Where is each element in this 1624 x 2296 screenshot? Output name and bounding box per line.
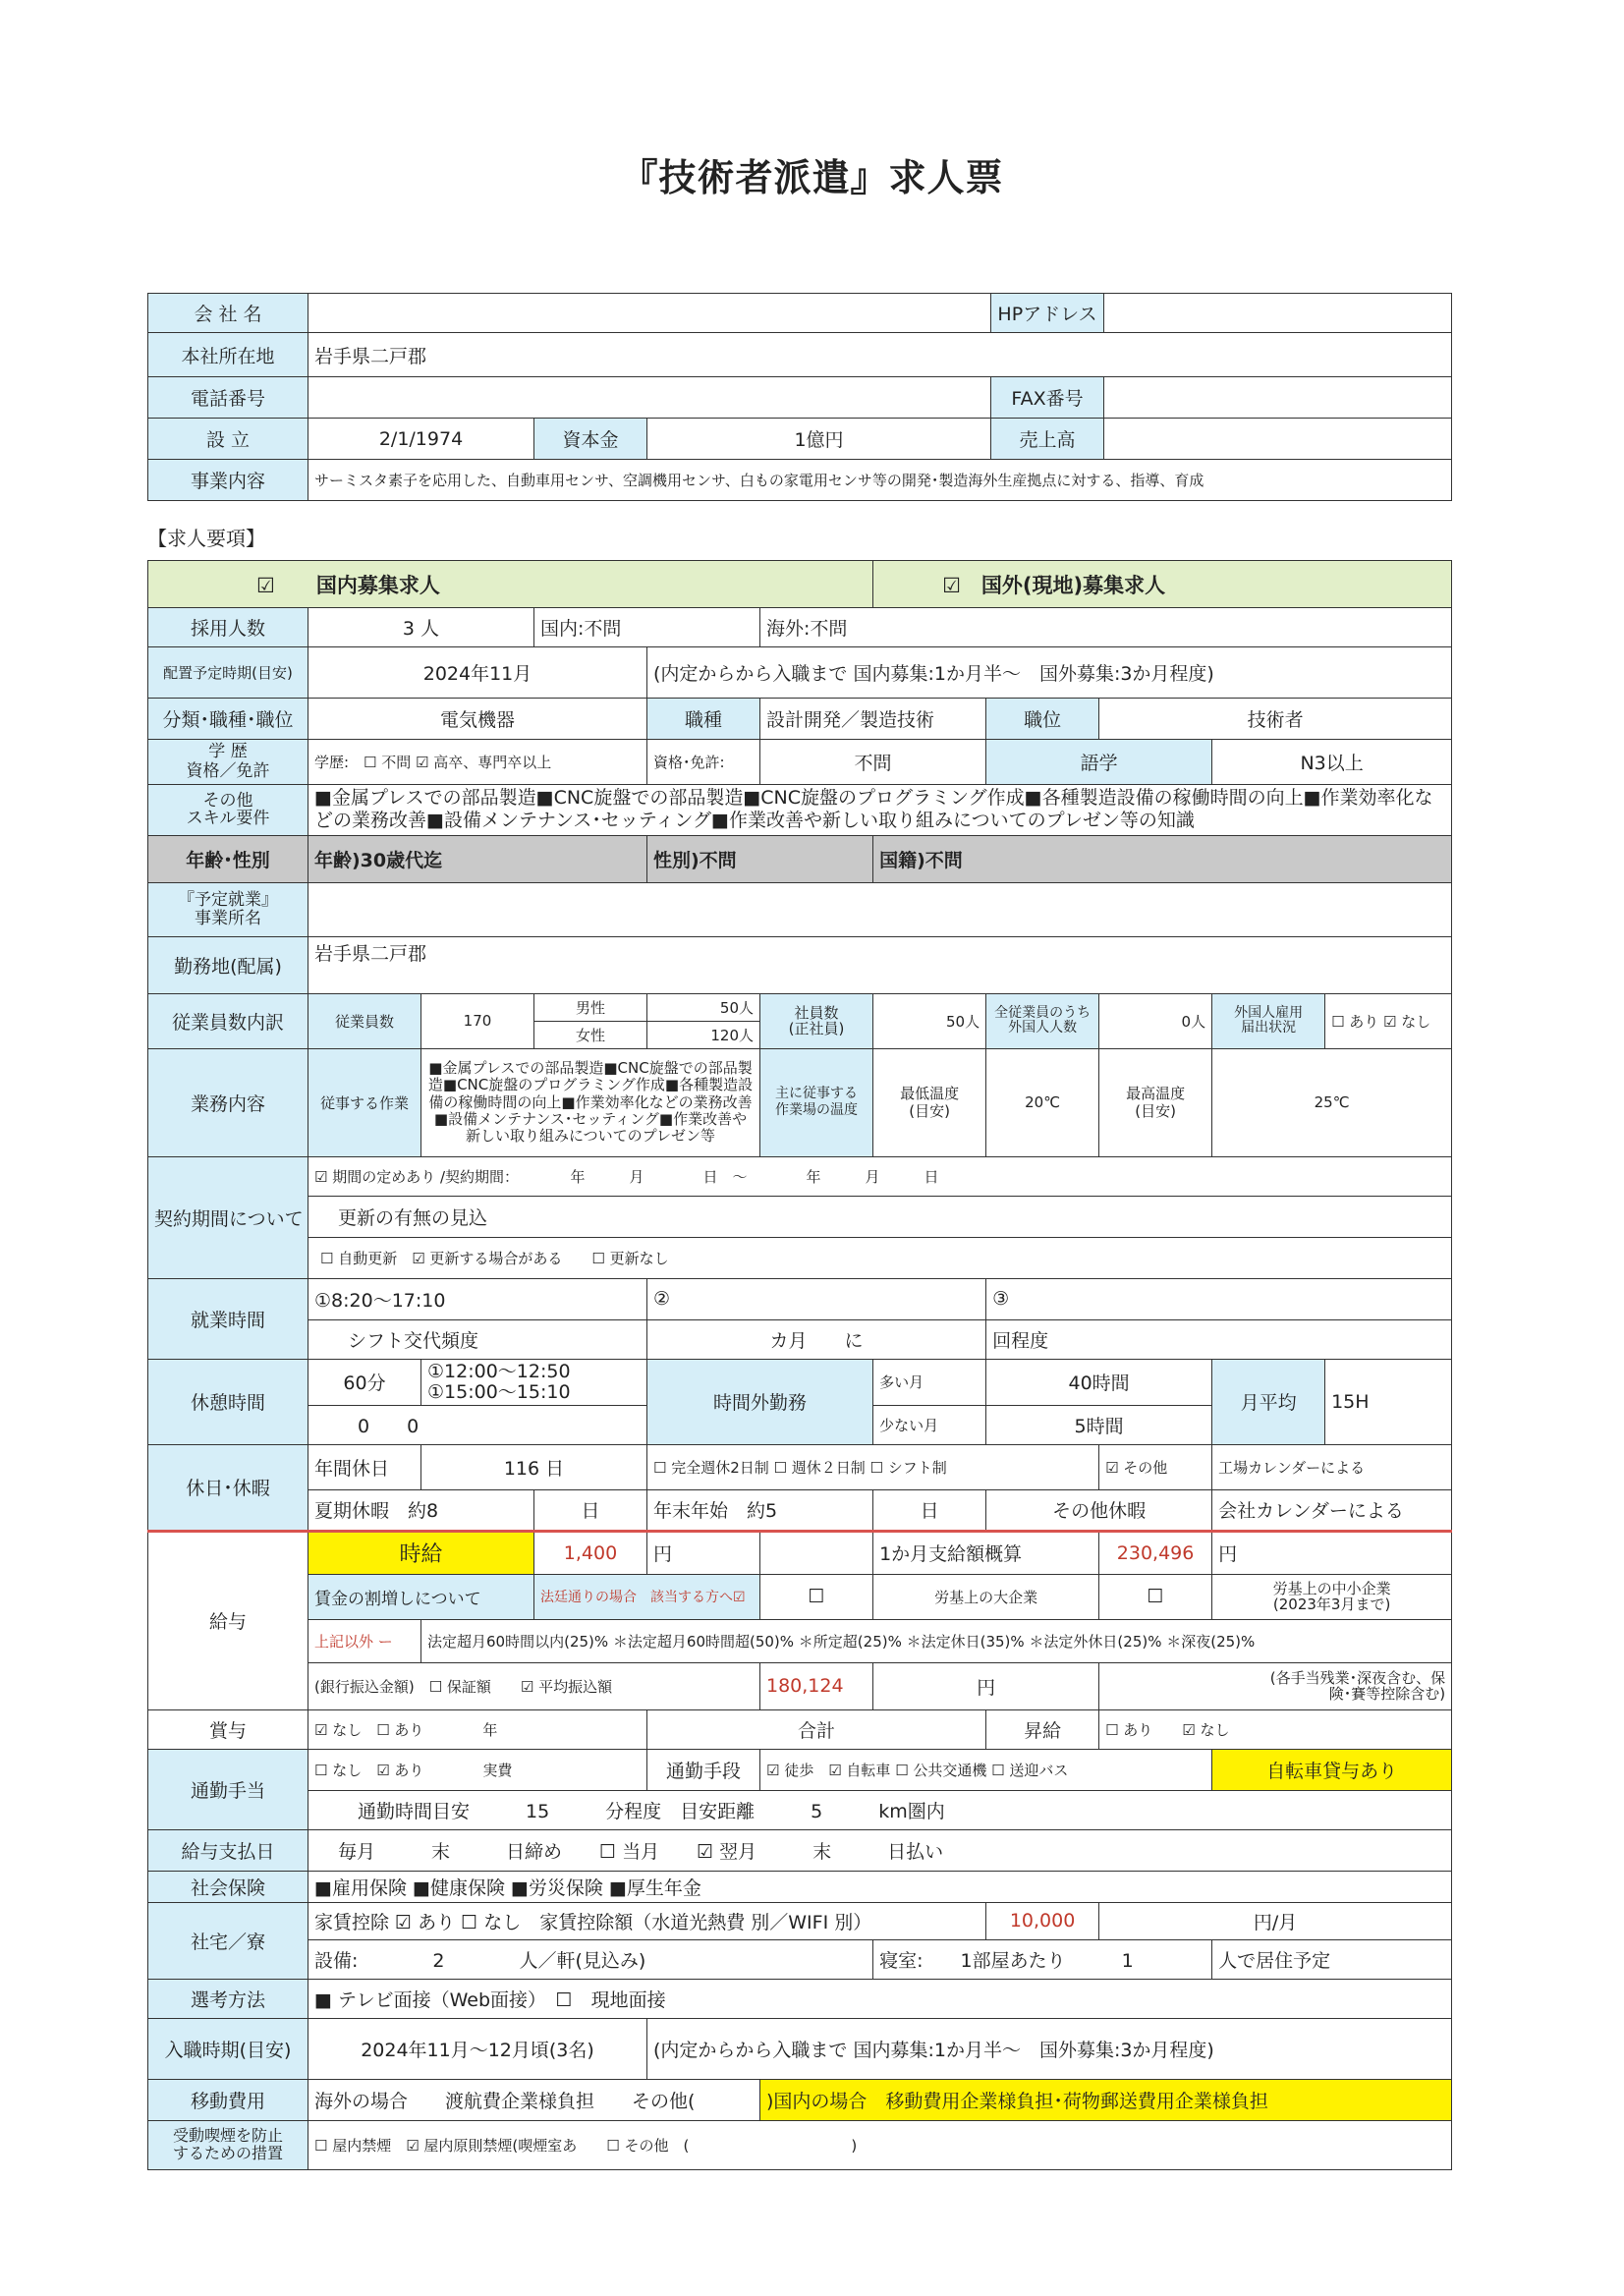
shift-month: カ月 に bbox=[647, 1319, 986, 1359]
bonus-total: 合計 bbox=[647, 1709, 986, 1749]
annual-holiday-label: 年間休日 bbox=[308, 1444, 421, 1489]
period-note: (内定からから入職まで 国内募集:1か月半〜 国外募集:3か月程度) bbox=[647, 647, 1452, 699]
female-label: 女性 bbox=[534, 1021, 647, 1048]
male-label: 男性 bbox=[534, 993, 647, 1021]
smoke-value[interactable]: ☐ 屋内禁煙 ☑ 屋内原則禁煙(喫煙室あ ☐ その他 ( ) bbox=[308, 2120, 1452, 2169]
regular-value: 50人 bbox=[873, 993, 986, 1048]
company-name bbox=[308, 294, 991, 333]
age-value: 年齢)30歳代迄 bbox=[308, 835, 647, 882]
tmin-label: 最低温度 (目安) bbox=[873, 1048, 986, 1156]
break-minutes: 60分 bbox=[308, 1359, 421, 1405]
domestic-checkbox[interactable]: ☑ 国内募集求人 bbox=[148, 561, 873, 608]
capital-label: 資本金 bbox=[534, 419, 647, 460]
employee-total-label: 従業員数 bbox=[308, 993, 421, 1048]
fax-value bbox=[1104, 377, 1452, 419]
job-value: 設計開発／製造技術 bbox=[760, 699, 986, 740]
category-value: 電気機器 bbox=[308, 699, 647, 740]
employee-total: 170 bbox=[421, 993, 534, 1048]
hourly-unit: 円 bbox=[647, 1531, 760, 1574]
newyear-leave: 年末年始 約5 bbox=[647, 1489, 873, 1531]
workplace-value: 岩手県二戸郡 bbox=[308, 936, 1452, 993]
duty-label: 業務内容 bbox=[148, 1048, 308, 1156]
contract-renewal: 更新の有無の見込 bbox=[308, 1196, 1452, 1237]
overtime-label: 時間外勤務 bbox=[647, 1359, 873, 1444]
duty-sub-label: 従事する作業 bbox=[308, 1048, 421, 1156]
male-value: 50人 bbox=[647, 993, 760, 1021]
company-name-label: 会 社 名 bbox=[148, 294, 308, 333]
insurance-value: ■雇用保険 ■健康保険 ■労災保険 ■厚生年金 bbox=[308, 1871, 1452, 1902]
means-label: 通勤手段 bbox=[647, 1749, 760, 1790]
hires-domestic: 国内:不問 bbox=[534, 608, 760, 647]
regular-label: 社員数 (正社員) bbox=[760, 993, 873, 1048]
holiday-other[interactable]: ☑ その他 bbox=[1099, 1444, 1212, 1489]
annual-holiday-value: 116 日 bbox=[421, 1444, 647, 1489]
hours-1: ①8:20〜17:10 bbox=[308, 1278, 647, 1319]
extra-note: 法廷通りの場合 該当する方へ☑ bbox=[534, 1574, 760, 1619]
overtime-few-label: 少ない月 bbox=[873, 1405, 986, 1444]
dorm-capacity: 設備: 2 人／軒(見込み) bbox=[308, 1939, 873, 1979]
office-label: 『予定就業』 事業所名 bbox=[148, 882, 308, 936]
room-unit: 人で居住予定 bbox=[1212, 1939, 1452, 1979]
small-company-checkbox[interactable]: ☐ bbox=[1099, 1574, 1212, 1619]
room-label: 寝室: 1部屋あたり 1 bbox=[873, 1939, 1212, 1979]
selection-label: 選考方法 bbox=[148, 1979, 308, 2018]
means-value[interactable]: ☑ 徒歩 ☑ 自転車 ☐ 公共交通機 ☐ 送迎バス bbox=[760, 1749, 1212, 1790]
selection-value[interactable]: ■ テレビ面接（Web面接） ☐ 現地面接 bbox=[308, 1979, 1452, 2018]
overtime-many-value: 40時間 bbox=[986, 1359, 1212, 1405]
bank-unit: 円 bbox=[873, 1662, 1099, 1709]
overtime-avg-label: 月平均 bbox=[1212, 1359, 1325, 1444]
payday-value[interactable]: 毎月 末 日締め ☐ 当月 ☑ 翌月 末 日払い bbox=[308, 1829, 1452, 1871]
sex-value: 性別)不問 bbox=[647, 835, 873, 882]
foreign-label: 全従業員のうち 外国人人数 bbox=[986, 993, 1099, 1048]
small-company-label: 労基上の中小企業 (2023年3月まで) bbox=[1212, 1574, 1452, 1619]
insurance-label: 社会保険 bbox=[148, 1871, 308, 1902]
pay-label: 給与 bbox=[148, 1531, 308, 1709]
section-title: 【求人要項】 bbox=[147, 527, 265, 550]
shift-label: シフト交代頻度 bbox=[308, 1319, 647, 1359]
break-label: 休憩時間 bbox=[148, 1359, 308, 1444]
summer-unit: 日 bbox=[534, 1489, 647, 1531]
raise-value[interactable]: ☐ あり ☑ なし bbox=[1099, 1709, 1452, 1749]
big-company-checkbox[interactable]: ☐ bbox=[760, 1574, 873, 1619]
tmax-value: 25℃ bbox=[1212, 1048, 1452, 1156]
position-value: 技術者 bbox=[1099, 699, 1452, 740]
sales-value bbox=[1104, 419, 1452, 460]
hp-value bbox=[1104, 294, 1452, 333]
nationality-value: 国籍)不問 bbox=[873, 835, 1452, 882]
workplace-label: 勤務地(配属) bbox=[148, 936, 308, 993]
hires-value: 3 人 bbox=[308, 608, 534, 647]
contract-period[interactable]: ☑ 期間の定めあり /契約期間： 年 月 日 〜 年 月 日 bbox=[308, 1156, 1452, 1196]
bank-value: 180,124 bbox=[760, 1662, 873, 1709]
contract-options[interactable]: ☐ 自動更新 ☑ 更新する場合がある ☐ 更新なし bbox=[308, 1237, 1452, 1278]
rent-value: 10,000 bbox=[986, 1902, 1099, 1939]
bonus-label: 賞与 bbox=[148, 1709, 308, 1749]
break-times: ①12:00〜12:50 ①15:00〜15:10 bbox=[421, 1359, 647, 1405]
raise-label: 昇給 bbox=[986, 1709, 1099, 1749]
tel-label: 電話番号 bbox=[148, 377, 308, 419]
extra-label: 賃金の割増しについて bbox=[308, 1574, 534, 1619]
hours-3: ③ bbox=[986, 1278, 1452, 1319]
overtime-many-label: 多い月 bbox=[873, 1359, 986, 1405]
skill-label: その他 スキル要件 bbox=[148, 784, 308, 835]
start-note: (内定からから入職まで 国内募集:1か月半〜 国外募集:3か月程度) bbox=[647, 2018, 1452, 2079]
capital-value: 1億円 bbox=[647, 419, 991, 460]
age-label: 年齢･性別 bbox=[148, 835, 308, 882]
education-label: 学 歴 資格／免許 bbox=[148, 740, 308, 785]
payday-label: 給与支払日 bbox=[148, 1829, 308, 1871]
hours-2: ② bbox=[647, 1278, 986, 1319]
holiday-label: 休日･休暇 bbox=[148, 1444, 308, 1531]
period-value: 2024年11月 bbox=[308, 647, 647, 699]
hq-value: 岩手県二戸郡 bbox=[308, 333, 1452, 377]
position-label: 職位 bbox=[986, 699, 1099, 740]
overseas-checkbox[interactable]: ☑ 国外(現地)募集求人 bbox=[873, 561, 1452, 608]
other-leave-label: その他休暇 bbox=[986, 1489, 1212, 1531]
education-value: 学歴: ☐ 不問 ☑ 高卒、専門卒以上 bbox=[308, 740, 647, 785]
overtime-few-value: 5時間 bbox=[986, 1405, 1212, 1444]
start-label: 入職時期(目安) bbox=[148, 2018, 308, 2079]
office-value bbox=[308, 882, 1452, 936]
move-overseas: 海外の場合 渡航費企業様負担 その他( bbox=[308, 2079, 760, 2120]
summer-leave: 夏期休暇 約8 bbox=[308, 1489, 534, 1531]
license-label: 資格･免許: bbox=[647, 740, 760, 785]
commute-value[interactable]: ☐ なし ☑ あり 実費 bbox=[308, 1749, 647, 1790]
language-label: 語学 bbox=[986, 740, 1212, 785]
overtime-rates: 法定超月60時間以内(25)% ＊法定超月60時間超(50)% ＊所定超(25)% ＊法定休日(35)% ＊法定外休日(25)% ＊深夜(25)% bbox=[421, 1619, 1452, 1662]
foreign-report-value[interactable]: ☐ あり ☑ なし bbox=[1325, 993, 1452, 1048]
foreign-value: 0人 bbox=[1099, 993, 1212, 1048]
page-title: 『技術者派遣』求人票 bbox=[620, 156, 1004, 199]
bank-transfer[interactable]: (銀行振込金額) ☐ 保証額 ☑ 平均振込額 bbox=[308, 1662, 760, 1709]
move-domestic: )国内の場合 移動費用企業様負担･荷物郵送費用企業様負担 bbox=[760, 2079, 1452, 2120]
other-leave-value: 会社カレンダーによる bbox=[1212, 1489, 1452, 1531]
job-label: 職種 bbox=[647, 699, 760, 740]
break-bottom: 0 0 bbox=[308, 1405, 647, 1444]
duty-value: ■金属プレスでの部品製造■CNC旋盤での部品製造■CNC旋盤のプログラミング作成■各種製造設備の稼働時間の向上■作業効率化などの業務改善■設備メンテナンス･セッティング■作業改善や新しい取り組みについてのプレゼン等 bbox=[421, 1048, 760, 1156]
est-value: 2/1/1974 bbox=[308, 419, 534, 460]
commute-time: 通勤時間目安 15 分程度 目安距離 5 km圏内 bbox=[308, 1790, 1452, 1829]
tmax-label: 最高温度 (目安) bbox=[1099, 1048, 1212, 1156]
monthly-label: 1か月支給額概算 bbox=[873, 1531, 1099, 1574]
category-label: 分類･職種･職位 bbox=[148, 699, 308, 740]
newyear-unit: 日 bbox=[873, 1489, 986, 1531]
start-value: 2024年11月〜12月頃(3名) bbox=[308, 2018, 647, 2079]
other-rate-label: 上記以外 ー bbox=[308, 1619, 421, 1662]
temp-label: 主に従事する 作業場の温度 bbox=[760, 1048, 873, 1156]
hours-label: 就業時間 bbox=[148, 1278, 308, 1359]
monthly-value: 230,496 bbox=[1099, 1531, 1212, 1574]
dorm-rent[interactable]: 家賃控除 ☑ あり ☐ なし 家賃控除額（水道光熱費 別／WIFI 別） bbox=[308, 1902, 986, 1939]
hq-label: 本社所在地 bbox=[148, 333, 308, 377]
hourly-value: 1,400 bbox=[534, 1531, 647, 1574]
commute-label: 通勤手当 bbox=[148, 1749, 308, 1829]
rent-unit: 円/月 bbox=[1099, 1902, 1452, 1939]
employee-label: 従業員数内訳 bbox=[148, 993, 308, 1048]
move-label: 移動費用 bbox=[148, 2079, 308, 2120]
skill-value: ■金属プレスでの部品製造■CNC旋盤での部品製造■CNC旋盤のプログラミング作成■各種製造設備の稼働時間の向上■作業効率化などの業務改善■設備メンテナンス･セッティング■作業改善や新しい取り組みについてのプレゼン等の知識 bbox=[308, 784, 1452, 835]
fax-label: FAX番号 bbox=[991, 377, 1104, 419]
hires-overseas: 海外:不問 bbox=[760, 608, 1452, 647]
hires-label: 採用人数 bbox=[148, 608, 308, 647]
smoke-label: 受動喫煙を防止 するための措置 bbox=[148, 2120, 308, 2169]
bank-note: (各手当残業･深夜含む、保 険･賽等控除含む) bbox=[1099, 1662, 1452, 1709]
holiday-other-value: 工場カレンダーによる bbox=[1212, 1444, 1452, 1489]
hourly-label: 時給 bbox=[308, 1531, 534, 1574]
tel-value bbox=[308, 377, 991, 419]
female-value: 120人 bbox=[647, 1021, 760, 1048]
big-company-label: 労基上の大企業 bbox=[873, 1574, 1099, 1619]
tmin-value: 20℃ bbox=[986, 1048, 1099, 1156]
period-label: 配置予定時期(目安) bbox=[148, 647, 308, 699]
license-value: 不問 bbox=[760, 740, 986, 785]
foreign-report-label: 外国人雇用 届出状況 bbox=[1212, 993, 1325, 1048]
company-table bbox=[147, 293, 1452, 501]
monthly-unit: 円 bbox=[1212, 1531, 1452, 1574]
holiday-options[interactable]: ☐ 完全週休2日制 ☐ 週休２日制 ☐ シフト制 bbox=[647, 1444, 1099, 1489]
hp-label: HPアドレス bbox=[991, 294, 1104, 333]
contract-label: 契約期間について bbox=[148, 1156, 308, 1278]
business-label: 事業内容 bbox=[148, 460, 308, 501]
requirements-table bbox=[147, 560, 1452, 2170]
bonus-value[interactable]: ☑ なし ☐ あり 年 bbox=[308, 1709, 647, 1749]
sales-label: 売上高 bbox=[991, 419, 1104, 460]
bike-lend: 自転車貸与あり bbox=[1212, 1749, 1452, 1790]
dorm-label: 社宅／寮 bbox=[148, 1902, 308, 1979]
overtime-avg-value: 15H bbox=[1325, 1359, 1452, 1444]
est-label: 設 立 bbox=[148, 419, 308, 460]
language-value: N3以上 bbox=[1212, 740, 1452, 785]
business-value: サーミスタ素子を応用した、自動車用センサ、空調機用センサ、白もの家電用センサ等の開発･製造海外生産拠点に対する、指導、育成 bbox=[308, 460, 1452, 501]
shift-times: 回程度 bbox=[986, 1319, 1452, 1359]
